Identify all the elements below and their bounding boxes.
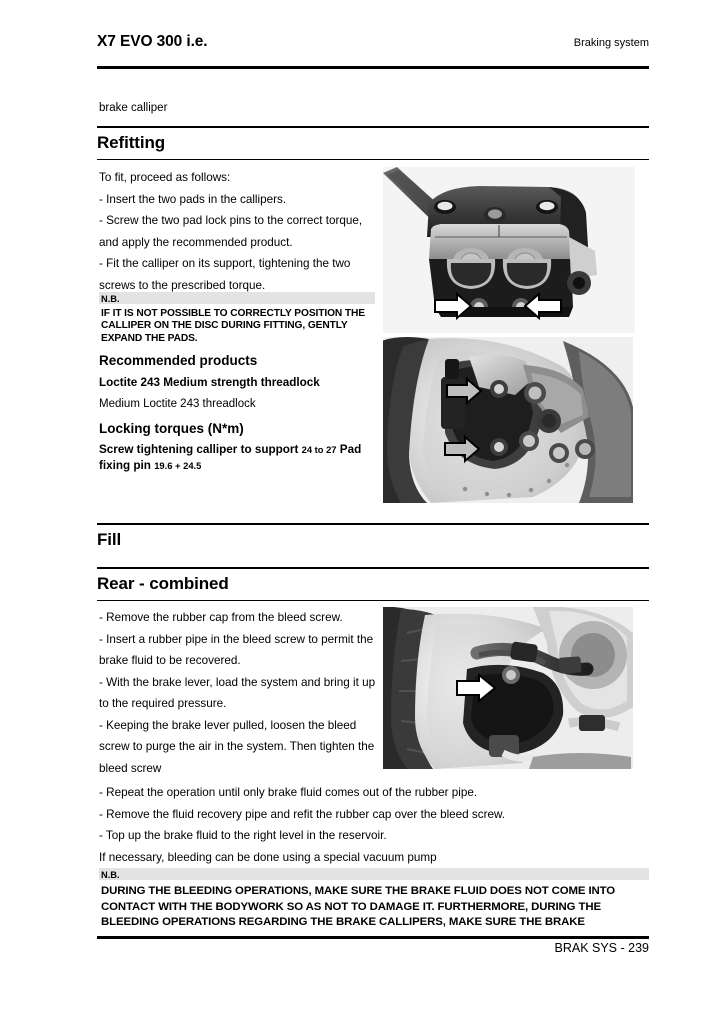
manual-section-title: Braking system — [573, 37, 649, 49]
rear-calliper-bleed-screw-photo — [383, 607, 633, 769]
locking-torques-values — [99, 442, 374, 473]
rear-combined-note-text: DURING THE BLEEDING OPERATIONS, MAKE SURE THE BRAKE FLUID DOES NOT COME INTO CONTACT WITH THE BODYWORK SO AS NOT TO DAMAGE IT. FURTHERMORE, DURING THE BLEEDING OPERATIONS REGARDING THE BRAKE CALLIPERS, MAKE SURE THE BRAKE — [101, 885, 616, 929]
rear-step-7: - Top up the brake fluid to the right level in the reservoir. — [99, 829, 387, 842]
torque-item-1-label: Screw tightening calliper to support — [99, 443, 299, 456]
recommended-products-heading: Recommended products — [99, 353, 258, 368]
rear-step-3: - With the brake lever, load the system and bring it up to the required pressure. — [99, 675, 376, 710]
rear-combined-note-band — [99, 868, 649, 880]
fill-top-divider — [97, 523, 649, 525]
rear-step-6: - Remove the fluid recovery pipe and refit the rubber cap over the bleed screw. — [99, 807, 506, 821]
footer-divider — [97, 936, 649, 939]
breadcrumb-caption: brake calliper — [99, 102, 168, 114]
recommended-product-description: Medium Loctite 243 threadlock — [99, 398, 256, 410]
rear-step-1: - Remove the rubber cap from the bleed screw. — [99, 611, 343, 624]
refitting-step-3: - Fit the calliper on its support, tightening the two screws to the prescribed torque. — [99, 257, 351, 292]
fill-heading: Fill — [97, 530, 122, 549]
refitting-note-band — [99, 292, 375, 304]
recommended-product-name: Loctite 243 Medium strength threadlock — [99, 376, 320, 389]
manual-model-title: X7 EVO 300 i.e. — [97, 33, 208, 50]
refitting-bottom-divider — [97, 159, 649, 160]
refitting-step-1: - Insert the two pads in the callipers. — [99, 192, 287, 206]
locking-torques-heading: Locking torques (N*m) — [99, 421, 244, 436]
calliper-mounted-on-support-photo — [383, 337, 633, 503]
header-divider — [97, 66, 649, 69]
rear-step-4: - Keeping the brake lever pulled, loosen the bleed screw to purge the air in the system. Then tighten the bleed screw — [99, 718, 375, 775]
rear-combined-bottom-divider — [97, 600, 649, 601]
refitting-steps — [99, 167, 377, 296]
refitting-note-label: N.B. — [101, 294, 120, 304]
rear-step-5: - Repeat the operation until only brake fluid comes out of the rubber pipe. — [99, 786, 478, 799]
torque-item-2-value: 19.6 + 24.5 — [154, 459, 202, 471]
rear-combined-heading: Rear - combined — [97, 574, 229, 593]
refitting-top-divider — [97, 126, 649, 128]
rear-combined-steps-column — [99, 607, 377, 779]
page-header — [97, 33, 649, 51]
rear-step-8: If necessary, bleeding can be done using a special vacuum pump — [99, 850, 437, 864]
brake-calliper-pad-lock-pins-photo — [383, 167, 635, 333]
torque-item-1-value: 24 to 27 — [301, 444, 337, 455]
refitting-intro: To fit, proceed as follows: — [99, 171, 231, 184]
refitting-heading: Refitting — [97, 133, 166, 152]
torque-item-2-label: Pad fixing pin — [99, 443, 362, 472]
refitting-step-2: - Screw the two pad lock pins to the correct torque, and apply the recommended product. — [99, 214, 363, 249]
rear-combined-top-divider — [97, 567, 649, 569]
refitting-note-text: IF IT IS NOT POSSIBLE TO CORRECTLY POSITION THE CALLIPER ON THE DISC DURING FITTING, GENTLY EXPAND THE PADS. — [101, 308, 365, 344]
rear-combined-steps-full — [99, 782, 651, 868]
footer-page-reference: BRAK SYS - 239 — [554, 941, 649, 955]
rear-combined-note-label: N.B. — [101, 870, 120, 880]
rear-step-2: - Insert a rubber pipe in the bleed screw to permit the brake fluid to be recovered. — [99, 632, 374, 667]
